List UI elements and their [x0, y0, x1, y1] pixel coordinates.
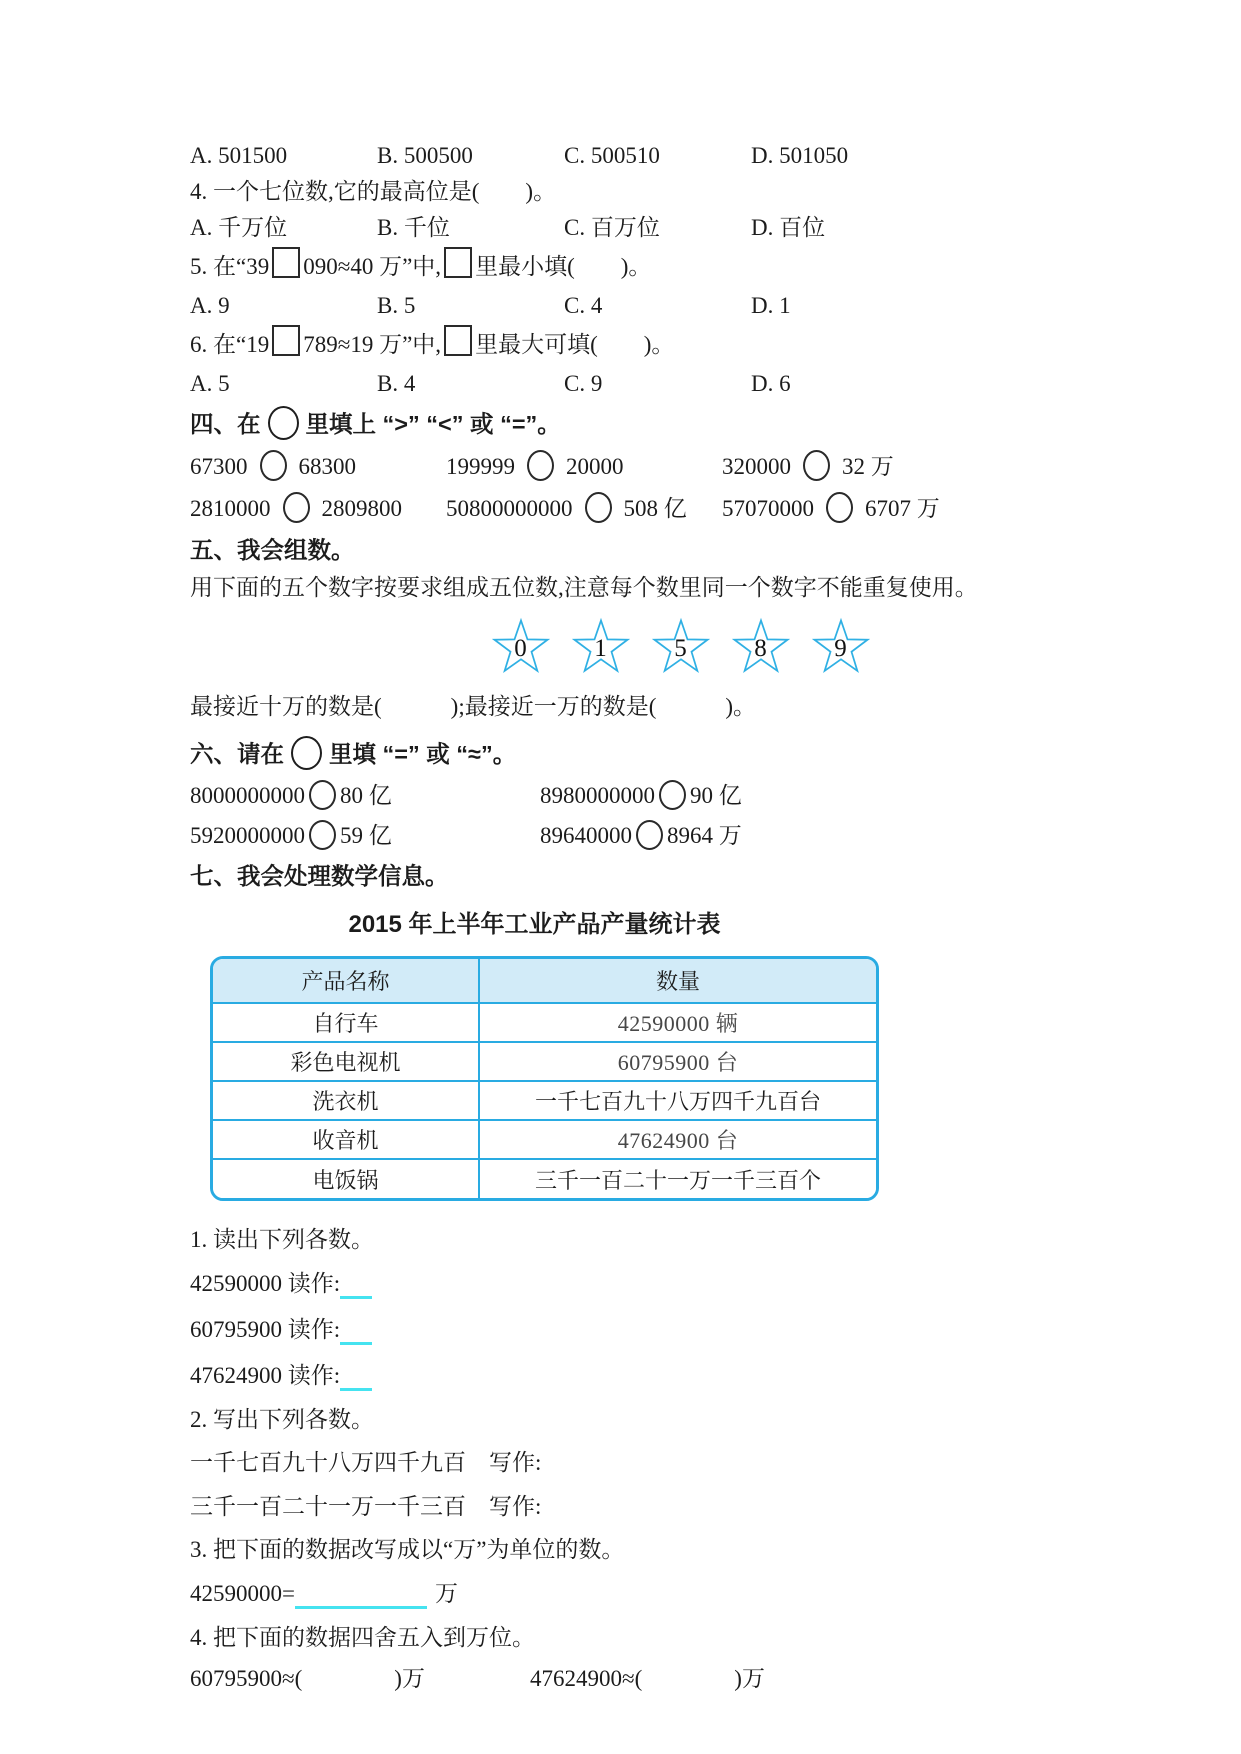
product-name-cell: 电饭锅 [213, 1159, 479, 1198]
answer-blank [340, 1381, 372, 1391]
read-number-line [190, 1261, 1171, 1307]
comparison-item [190, 446, 446, 488]
convert-unit: 万 [434, 1581, 458, 1606]
compare-right: 90 亿 [690, 783, 742, 808]
section-4-header [190, 402, 1171, 446]
convert-prompt: 42590000= [190, 1581, 295, 1606]
question-text: 里最大可填( )。 [475, 332, 675, 357]
question-text: 5. 在“39 [190, 254, 270, 279]
rounding-item: 47624900≈( )万 [530, 1666, 765, 1691]
compare-left: 67300 [190, 454, 248, 479]
choice-option: D. 1 [751, 293, 791, 318]
comparison-item [190, 488, 446, 530]
convert-line [190, 1571, 1171, 1617]
star-icon [812, 616, 870, 676]
choice-row [190, 210, 1171, 246]
circle-placeholder-icon [527, 450, 554, 481]
choice-row [190, 288, 1171, 324]
compare-right: 508 亿 [623, 496, 687, 521]
choice-option: A. 9 [190, 293, 230, 318]
question-text: 090≈40 万”中, [303, 254, 442, 279]
read-prompt: 60795900 读作: [190, 1317, 341, 1342]
question-4: 4. 一个七位数,它的最高位是( )。 [190, 179, 557, 204]
section-header-text: 里填上 “>” “<” 或 “=”。 [305, 411, 561, 437]
comparison-item [190, 816, 540, 856]
equal-approx-row [190, 776, 1171, 816]
choice-row [190, 366, 1171, 402]
quantity-cell: 三千一百二十一万一千三百个 [479, 1159, 876, 1198]
compare-right: 6707 万 [865, 496, 940, 521]
section-6-header [190, 732, 1171, 776]
compare-left: 5920000000 [190, 823, 305, 848]
comparison-row [190, 488, 1171, 530]
write-number-line: 一千七百九十八万四千九百 写作: [190, 1450, 542, 1475]
blank-box [272, 325, 300, 356]
choice-option: A. 501500 [190, 143, 288, 168]
subquestion-1: 1. 读出下列各数。 [190, 1227, 374, 1252]
write-number-line: 三千一百二十一万一千三百 写作: [190, 1494, 542, 1519]
choice-option: B. 500500 [377, 143, 473, 168]
table-row [213, 1003, 876, 1042]
choice-option: B. 千位 [377, 215, 450, 240]
section-5-header: 五、我会组数。 [190, 537, 355, 563]
choice-option: C. 百万位 [564, 215, 660, 240]
compare-right: 68300 [298, 454, 356, 479]
read-prompt: 42590000 读作: [190, 1271, 341, 1296]
star-digit: 5 [674, 635, 687, 662]
read-number-line [190, 1353, 1171, 1399]
choice-option: B. 4 [377, 371, 416, 396]
read-number-line [190, 1307, 1171, 1353]
rounding-item: 60795900≈( )万 [190, 1666, 425, 1691]
choice-option: A. 5 [190, 371, 230, 396]
compare-right: 80 亿 [340, 783, 392, 808]
circle-placeholder-icon [803, 450, 830, 481]
subquestion-3: 3. 把下面的数据改写成以“万”为单位的数。 [190, 1537, 625, 1562]
product-name-cell: 彩色电视机 [213, 1042, 479, 1081]
compare-right: 20000 [566, 454, 624, 479]
question-text: 6. 在“19 [190, 332, 270, 357]
circle-placeholder-icon [309, 780, 336, 810]
compare-left: 320000 [722, 454, 791, 479]
star-icon [652, 616, 710, 676]
table-header-quantity: 数量 [479, 959, 876, 1003]
circle-placeholder-icon [283, 492, 310, 523]
choice-option: C. 9 [564, 371, 603, 396]
star-digit: 9 [834, 635, 847, 662]
star-digit: 8 [754, 635, 767, 662]
comparison-item [722, 446, 1171, 488]
equal-approx-row [190, 816, 1171, 856]
choice-option: B. 5 [377, 293, 416, 318]
compare-left: 8000000000 [190, 783, 305, 808]
answer-blank [295, 1599, 427, 1609]
quantity-cell: 47624900 台 [479, 1120, 876, 1159]
comparison-row [190, 446, 1171, 488]
star-digit: 0 [514, 635, 527, 662]
blank-box [444, 247, 472, 278]
comparison-item [190, 776, 540, 816]
compare-left: 199999 [446, 454, 515, 479]
table-row [213, 1159, 876, 1198]
subquestion-4: 4. 把下面的数据四舍五入到万位。 [190, 1625, 535, 1650]
digit-stars [190, 610, 1171, 682]
compare-right: 32 万 [842, 454, 894, 479]
circle-placeholder-icon [636, 820, 663, 850]
circle-placeholder-icon [309, 820, 336, 850]
question-text: 里最小填( )。 [475, 254, 652, 279]
star-icon [572, 616, 630, 676]
compare-left: 8980000000 [540, 783, 655, 808]
table-title: 2015 年上半年工业产品产量统计表 [348, 911, 721, 938]
section-5-description: 用下面的五个数字按要求组成五位数,注意每个数里同一个数字不能重复使用。 [190, 575, 978, 600]
comparison-item [722, 488, 1171, 530]
compare-left: 89640000 [540, 823, 632, 848]
blank-box [272, 247, 300, 278]
star-icon [492, 616, 550, 676]
section-7-header: 七、我会处理数学信息。 [190, 863, 449, 889]
statistics-table [210, 956, 879, 1201]
circle-placeholder-icon [826, 492, 853, 523]
compare-left: 2810000 [190, 496, 271, 521]
section-header-text: 里填 “=” 或 “≈”。 [329, 741, 517, 767]
comparison-item [446, 446, 722, 488]
choice-option: C. 4 [564, 293, 603, 318]
answer-blank [340, 1289, 372, 1299]
comparison-item [540, 776, 1171, 816]
comparison-item [446, 488, 722, 530]
comparison-item [540, 816, 1171, 856]
quantity-cell: 60795900 台 [479, 1042, 876, 1081]
circle-placeholder-icon [585, 492, 612, 523]
circle-placeholder-icon [659, 780, 686, 810]
table-row [213, 1120, 876, 1159]
compare-left: 50800000000 [446, 496, 573, 521]
question-6 [190, 324, 1171, 366]
quantity-cell: 42590000 辆 [479, 1003, 876, 1042]
compare-left: 57070000 [722, 496, 814, 521]
table-row [213, 1042, 876, 1081]
subquestion-2: 2. 写出下列各数。 [190, 1407, 374, 1432]
blank-box [444, 325, 472, 356]
section-header-text: 四、在 [190, 411, 261, 437]
choice-option: D. 501050 [751, 143, 849, 168]
read-prompt: 47624900 读作: [190, 1363, 341, 1388]
table-row [213, 1081, 876, 1120]
rounding-row [190, 1659, 1171, 1699]
compare-right: 8964 万 [667, 823, 742, 848]
product-name-cell: 收音机 [213, 1120, 479, 1159]
choice-option: C. 500510 [564, 143, 660, 168]
question-text: 789≈19 万”中, [303, 332, 442, 357]
circle-placeholder-icon [291, 736, 322, 770]
product-name-cell: 自行车 [213, 1003, 479, 1042]
question-5 [190, 246, 1171, 288]
circle-placeholder-icon [260, 450, 287, 481]
choice-option: D. 6 [751, 371, 791, 396]
section-header-text: 六、请在 [190, 741, 284, 767]
fill-in-line: 最接近十万的数是( );最接近一万的数是( )。 [190, 694, 757, 719]
choice-row [190, 138, 1171, 174]
compare-right: 2809800 [321, 496, 402, 521]
star-icon [732, 616, 790, 676]
choice-option: A. 千万位 [190, 215, 288, 240]
quantity-cell: 一千七百九十八万四千九百台 [479, 1081, 876, 1120]
product-name-cell: 洗衣机 [213, 1081, 479, 1120]
star-digit: 1 [594, 635, 607, 662]
circle-placeholder-icon [268, 406, 299, 440]
answer-blank [340, 1335, 372, 1345]
choice-option: D. 百位 [751, 215, 826, 240]
compare-right: 59 亿 [340, 823, 392, 848]
table-header-product: 产品名称 [213, 959, 479, 1003]
